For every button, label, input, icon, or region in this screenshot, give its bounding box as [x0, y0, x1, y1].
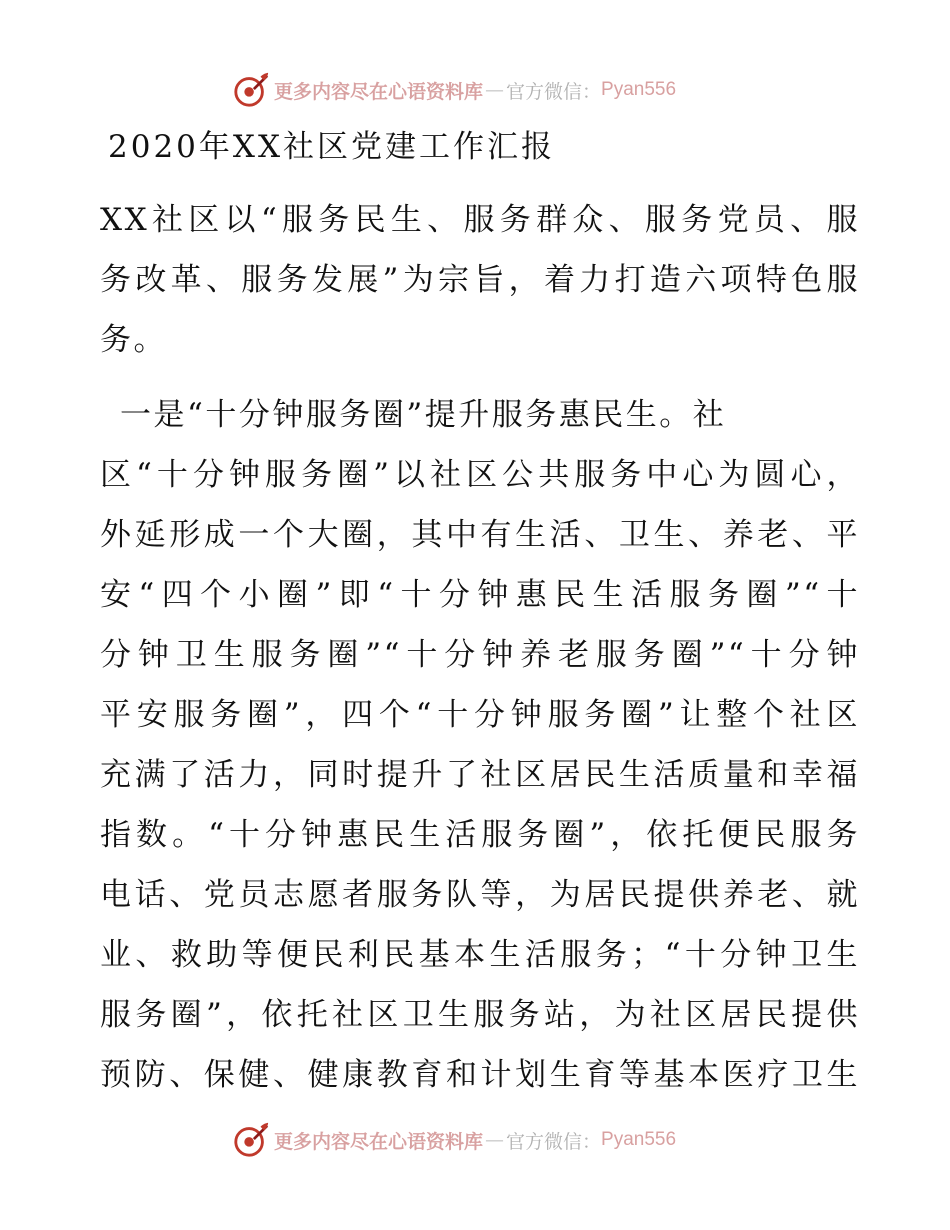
- watermark-account: Pyan556: [601, 79, 677, 100]
- watermark-separator: —: [485, 1129, 505, 1151]
- watermark-secondary-text: 官方微信：: [506, 1130, 602, 1153]
- watermark-separator: —: [485, 79, 505, 101]
- text-line: 务改革、服务发展”为宗旨，着力打造六项特色服: [100, 262, 860, 298]
- text-line: XX社区以“服务民生、服务群众、服务党员、服: [100, 202, 860, 238]
- watermark-main-text: 更多内容尽在心语资料库: [274, 1130, 484, 1153]
- text-line: 区“十分钟服务圈”以社区公共服务中心为圆心，: [100, 457, 860, 493]
- watermark-main-text: 更多内容尽在心语资料库: [274, 80, 484, 103]
- paragraph-intro: [100, 190, 860, 370]
- text-line: 指数。“十分钟惠民生活服务圈”，依托便民服务: [100, 817, 860, 853]
- text-line: 一是“十分钟服务圈”提升服务惠民生。社: [120, 397, 727, 433]
- document-title: 2020年XX社区党建工作汇报: [108, 129, 556, 165]
- watermark-account: Pyan556: [601, 1129, 677, 1150]
- quill-logo-icon: [232, 71, 270, 109]
- watermark-footer: [232, 1120, 676, 1160]
- text-line: 安“四个小圈”即“十分钟惠民生活服务圈”“十: [100, 577, 860, 613]
- text-line: 外延形成一个大圈，其中有生活、卫生、养老、平: [100, 517, 860, 553]
- text-line: 平安服务圈”，四个“十分钟服务圈”让整个社区: [100, 697, 860, 733]
- text-line: 务。: [100, 322, 167, 358]
- text-line: 业、救助等便民利民基本生活服务；“十分钟卫生: [100, 937, 860, 973]
- text-line: 预防、保健、健康教育和计划生育等基本医疗卫生: [100, 1057, 860, 1093]
- paragraph-service-circle: [100, 385, 860, 1105]
- text-line: 服务圈”，依托社区卫生服务站，为社区居民提供: [100, 997, 860, 1033]
- text-line: 充满了活力，同时提升了社区居民生活质量和幸福: [100, 757, 860, 793]
- quill-logo-icon: [232, 1121, 270, 1159]
- text-line: 分钟卫生服务圈”“十分钟养老服务圈”“十分钟: [100, 637, 860, 673]
- text-line: 电话、党员志愿者服务队等，为居民提供养老、就: [100, 877, 860, 913]
- watermark-secondary-text: 官方微信：: [506, 80, 602, 103]
- watermark-header: [232, 70, 676, 110]
